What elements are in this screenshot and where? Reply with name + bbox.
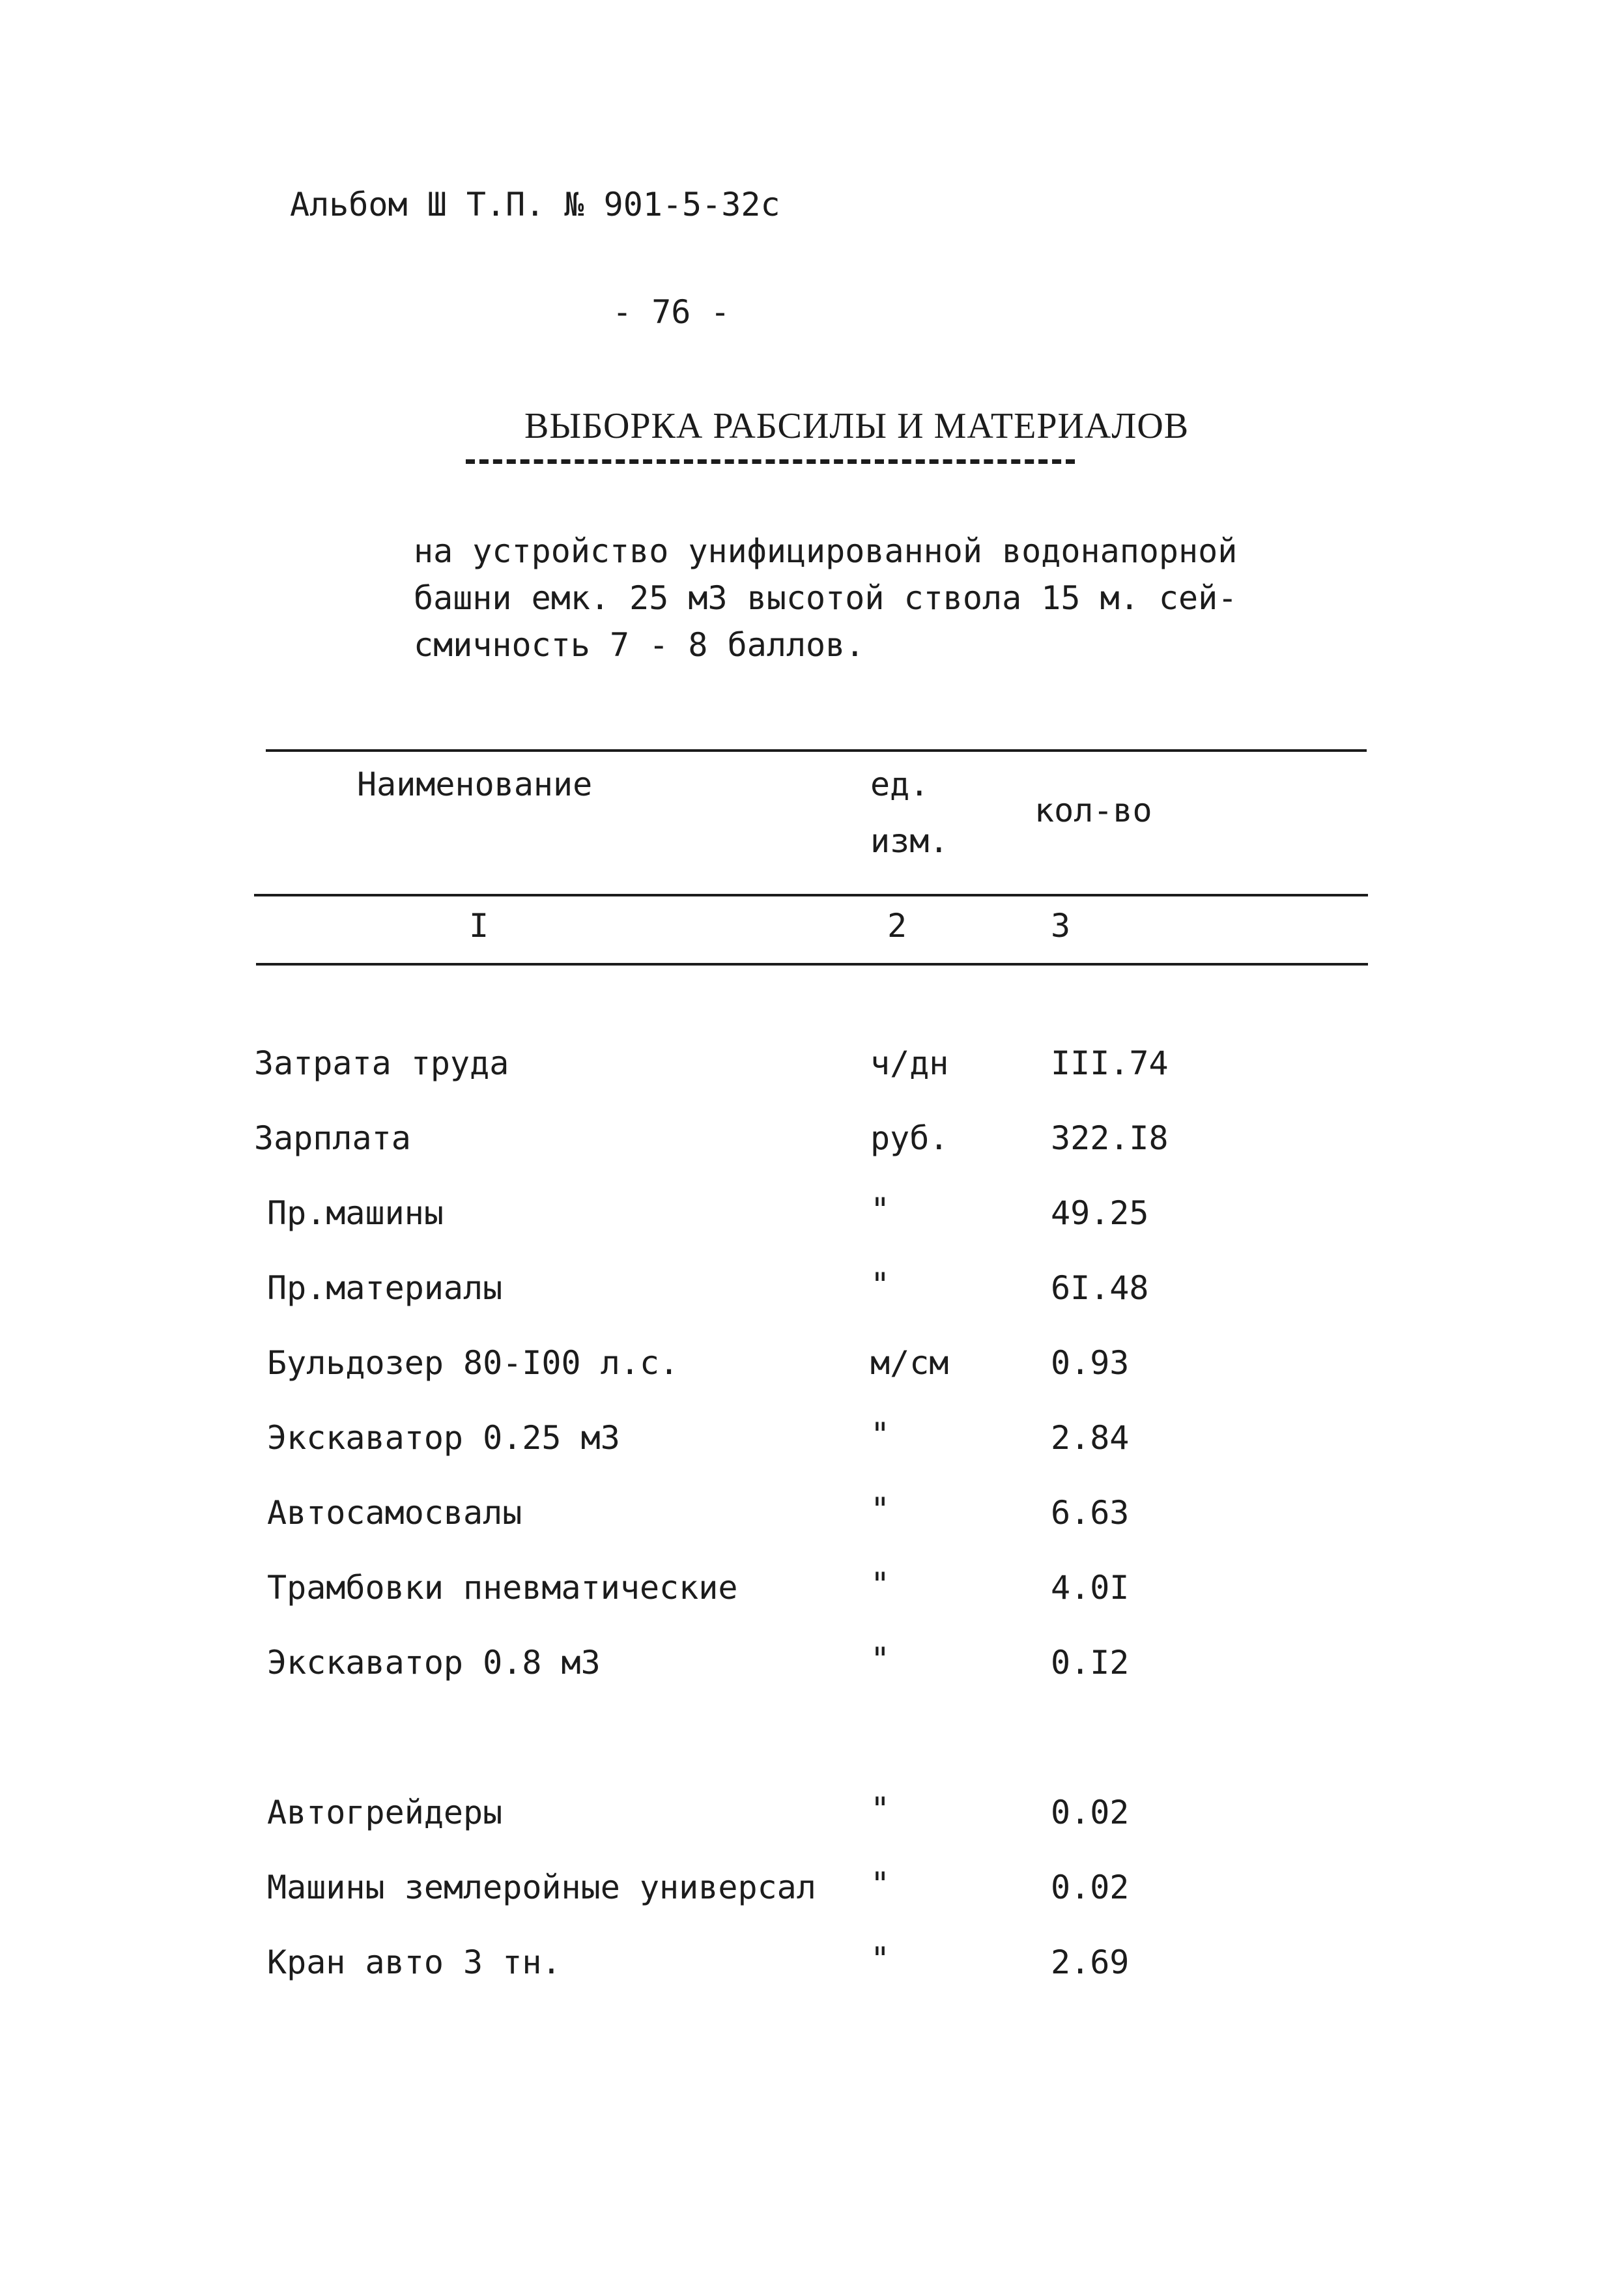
row-11-name: Машины землеройные универсал bbox=[267, 1869, 816, 1906]
column-number-1: I bbox=[469, 907, 489, 945]
row-1-unit: ч/дн bbox=[870, 1044, 949, 1082]
row-6-qty: 2.84 bbox=[1051, 1419, 1130, 1457]
title-underline bbox=[466, 459, 1075, 464]
row-5-name: Бульдозер 80-I00 л.с. bbox=[267, 1344, 679, 1382]
row-4-qty: 6I.48 bbox=[1051, 1269, 1149, 1307]
row-8-name: Трамбовки пневматические bbox=[267, 1569, 738, 1607]
row-9-name: Экскаватор 0.8 м3 bbox=[267, 1644, 601, 1682]
row-10-unit: " bbox=[870, 1790, 890, 1828]
row-12-name: Кран авто 3 тн. bbox=[267, 1943, 562, 1981]
row-6-name: Экскаватор 0.25 м3 bbox=[267, 1419, 620, 1457]
header-qty: кол-во bbox=[1034, 792, 1152, 829]
intro-line-2: башни емк. 25 м3 высотой ствола 15 м. сей- bbox=[414, 579, 1238, 617]
row-12-qty: 2.69 bbox=[1051, 1943, 1130, 1981]
row-1-name: Затрата труда bbox=[254, 1044, 509, 1082]
row-3-qty: 49.25 bbox=[1051, 1194, 1149, 1232]
row-8-qty: 4.0I bbox=[1051, 1569, 1130, 1607]
header-name: Наименование bbox=[357, 766, 593, 803]
row-3-name: Пр.машины bbox=[267, 1194, 444, 1232]
album-header: Альбом Ш Т.П. № 901-5-32с bbox=[290, 186, 780, 223]
row-9-unit: " bbox=[870, 1640, 890, 1678]
header-unit-line2: изм. bbox=[870, 822, 949, 860]
column-number-3: 3 bbox=[1051, 907, 1071, 945]
row-2-unit: руб. bbox=[870, 1119, 949, 1157]
page-number: - 76 - bbox=[612, 293, 730, 331]
row-7-name: Автосамосвалы bbox=[267, 1494, 522, 1532]
row-2-qty: 322.I8 bbox=[1051, 1119, 1169, 1157]
row-10-name: Автогрейдеры bbox=[267, 1794, 503, 1831]
row-12-unit: " bbox=[870, 1940, 890, 1978]
row-5-unit: м/см bbox=[870, 1344, 949, 1382]
row-7-qty: 6.63 bbox=[1051, 1494, 1130, 1532]
table-numbers-rule bbox=[256, 963, 1368, 966]
header-unit-line1: ед. bbox=[870, 766, 930, 803]
row-3-unit: " bbox=[870, 1191, 890, 1229]
column-number-2: 2 bbox=[887, 907, 907, 945]
row-2-name: Зарплата bbox=[254, 1119, 411, 1157]
row-11-qty: 0.02 bbox=[1051, 1869, 1130, 1906]
intro-paragraph bbox=[414, 528, 1430, 668]
row-7-unit: " bbox=[870, 1491, 890, 1528]
row-8-unit: " bbox=[870, 1566, 890, 1603]
row-11-unit: " bbox=[870, 1865, 890, 1903]
table-header-rule bbox=[254, 894, 1368, 896]
row-5-qty: 0.93 bbox=[1051, 1344, 1130, 1382]
row-4-unit: " bbox=[870, 1266, 890, 1304]
row-4-name: Пр.материалы bbox=[267, 1269, 503, 1307]
row-1-qty: III.74 bbox=[1051, 1044, 1169, 1082]
table-top-rule bbox=[266, 749, 1367, 752]
row-9-qty: 0.I2 bbox=[1051, 1644, 1130, 1682]
intro-line-3: смичность 7 - 8 баллов. bbox=[414, 626, 865, 664]
row-10-qty: 0.02 bbox=[1051, 1794, 1130, 1831]
intro-line-1: на устройство унифицированной водонапорной bbox=[414, 532, 1238, 570]
row-6-unit: " bbox=[870, 1416, 890, 1454]
document-title: ВЫБОРКА РАБСИЛЫ И МАТЕРИАЛОВ bbox=[524, 406, 1190, 446]
